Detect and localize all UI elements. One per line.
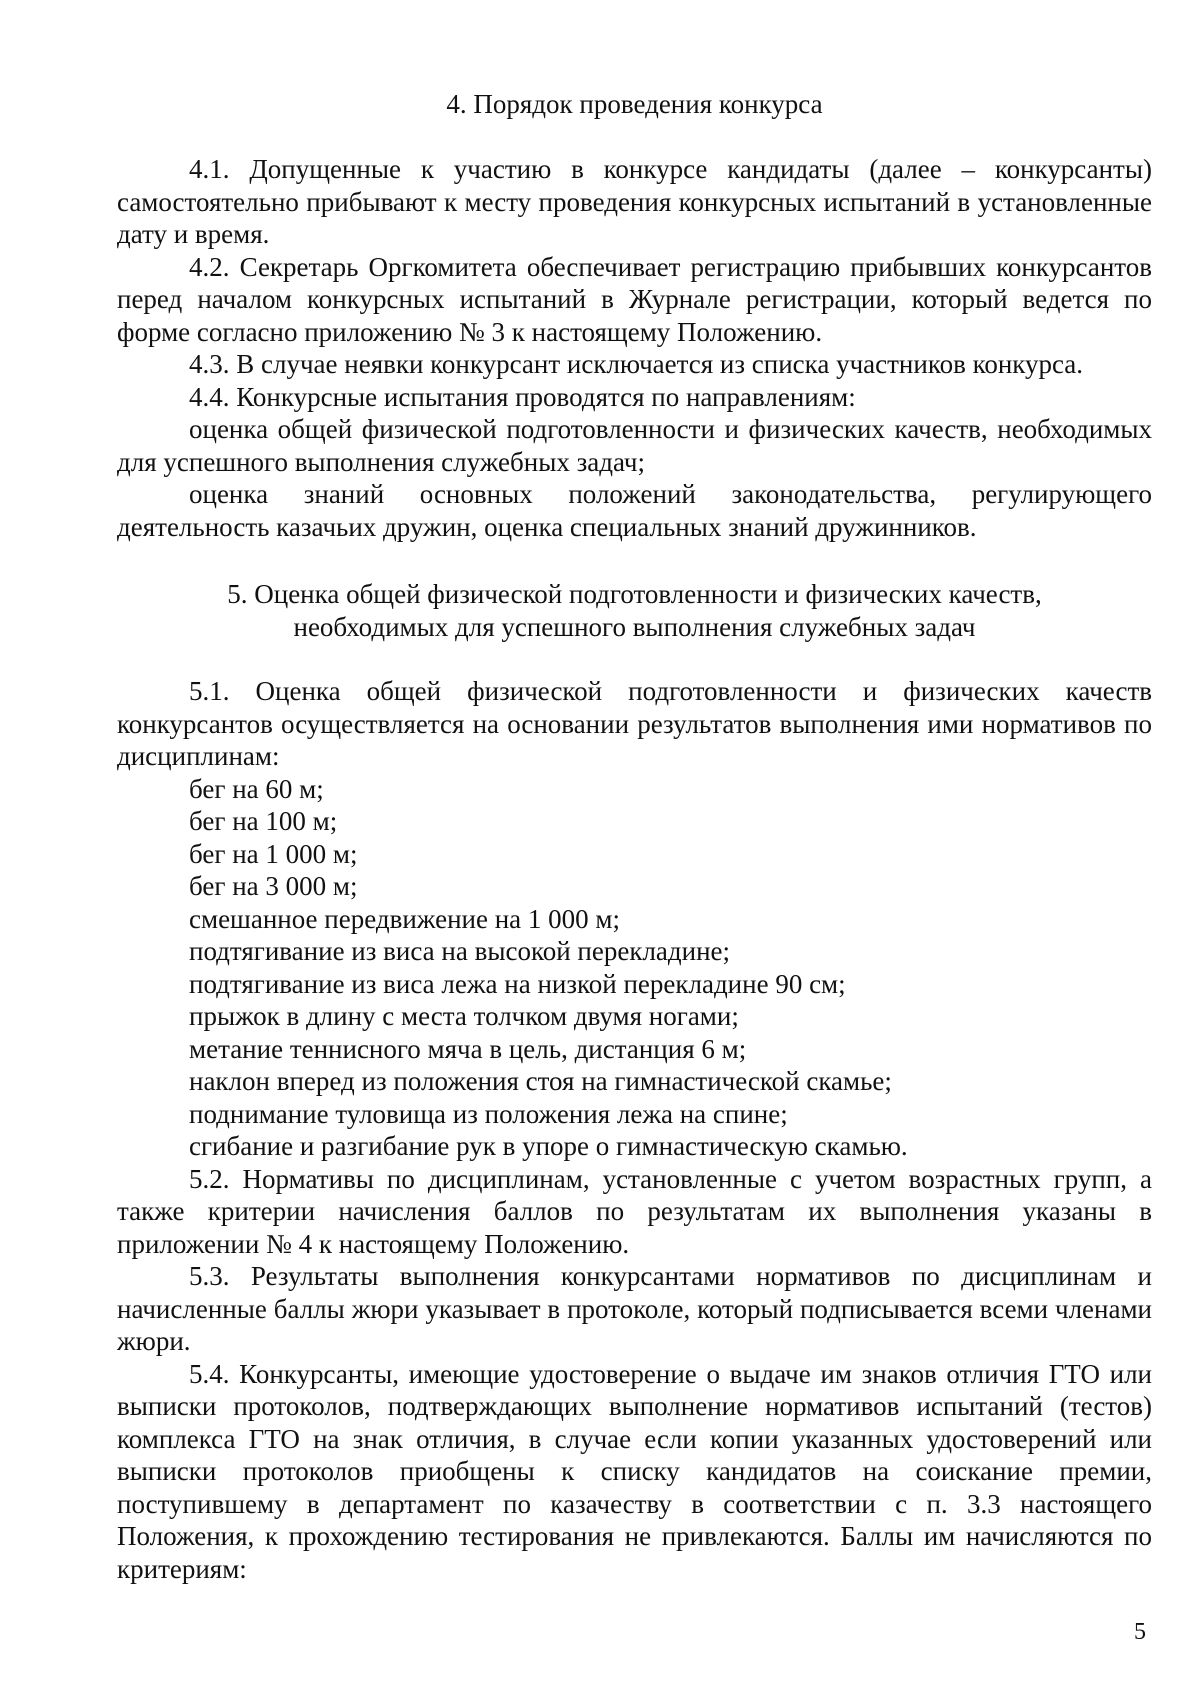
section-5-heading-line-1: 5. Оценка общей физической подготовленности и физических качеств, (227, 579, 1042, 609)
section-4-body (117, 153, 1152, 543)
paragraph-5-1: 5.1. Оценка общей физической подготовленности и физических качеств конкурсантов осуществляется на основании результатов выполнения ими нормативов по дисциплинам: (117, 676, 1152, 771)
section-5-heading-line-2: необходимых для успешного выполнения служебных задач (293, 611, 976, 642)
paragraph-4-2: 4.2. Секретарь Оргкомитета обеспечивает регистрацию прибывших конкурсантов перед началом конкурсных испытаний в Журнале регистрации, который ведется по форме согласно приложению № 3 к настоящему Положению. (117, 251, 1152, 347)
list-item: бег на 60 м; (189, 773, 324, 804)
paragraph-5-3: 5.3. Результаты выполнения конкурсантами нормативов по дисциплинам и начисленные баллы жюри указывает в протоколе, который подписывается всеми членами жюри. (117, 1261, 1152, 1356)
list-item: прыжок в длину с места толчком двумя ногами; (189, 1001, 739, 1031)
paragraph-4-1: 4.1. Допущенные к участию в конкурсе кандидаты (далее – конкурсанты) самостоятельно прибывают к месту проведения конкурсных испытаний в установленные дату и время. (117, 154, 1152, 249)
list-item: сгибание и разгибание рук в упоре о гимнастическую скамью. (189, 1131, 908, 1161)
paragraph-4-3: 4.3. В случае неявки конкурсант исключается из списка участников конкурса. (189, 349, 1084, 379)
list-item: поднимание туловища из положения лежа на спине; (189, 1098, 788, 1129)
list-item: наклон вперед из положения стоя на гимнастической скамье; (189, 1066, 892, 1096)
section-4-heading: 4. Порядок проведения конкурса (446, 89, 823, 119)
disciplines-list (117, 773, 1152, 1163)
list-item: бег на 1 000 м; (189, 838, 358, 869)
page-number: 5 (1134, 1619, 1146, 1645)
list-item: подтягивание из виса лежа на низкой перекладине 90 см; (189, 968, 846, 999)
section-4-heading-block (117, 88, 1152, 121)
paragraph-4-4: 4.4. Конкурсные испытания проводятся по направлениям: (189, 381, 856, 412)
list-item: смешанное передвижение на 1 000 м; (189, 903, 620, 934)
section-5-heading-block (117, 578, 1152, 643)
paragraph-4-4-item-2: оценка знаний основных положений законодательства, регулирующего деятельность казачьих дружин, оценка специальных знаний дружинников. (117, 479, 1152, 542)
section-5-body (117, 675, 1152, 1585)
list-item: подтягивание из виса на высокой перекладине; (189, 936, 731, 966)
list-item: метание теннисного мяча в цель, дистанция 6 м; (189, 1033, 747, 1064)
paragraph-4-4-item-1: оценка общей физической подготовленности и физических качеств, необходимых для успешного выполнения служебных задач; (117, 414, 1152, 477)
list-item: бег на 3 000 м; (189, 871, 358, 901)
paragraph-5-4: 5.4. Конкурсанты, имеющие удостоверение о выдаче им знаков отличия ГТО или выписки протоколов, подтверждающих выполнение нормативов испытаний (тестов) комплекса ГТО на знак отличия, в случае если копии указанных удостоверений или выписки протоколов приобщены к списку кандидатов на соискание премии, поступившему в департамент по казачеству в соответствии с п. 3.3 настоящего Положения, к прохождению тестирования не привлекаются. Баллы им начисляются по критериям: (117, 1358, 1152, 1584)
paragraph-5-2: 5.2. Нормативы по дисциплинам, установленные с учетом возрастных групп, а также критерии начисления баллов по результатам их выполнения указаны в приложении № 4 к настоящему Положению. (117, 1163, 1152, 1259)
list-item: бег на 100 м; (189, 806, 338, 836)
